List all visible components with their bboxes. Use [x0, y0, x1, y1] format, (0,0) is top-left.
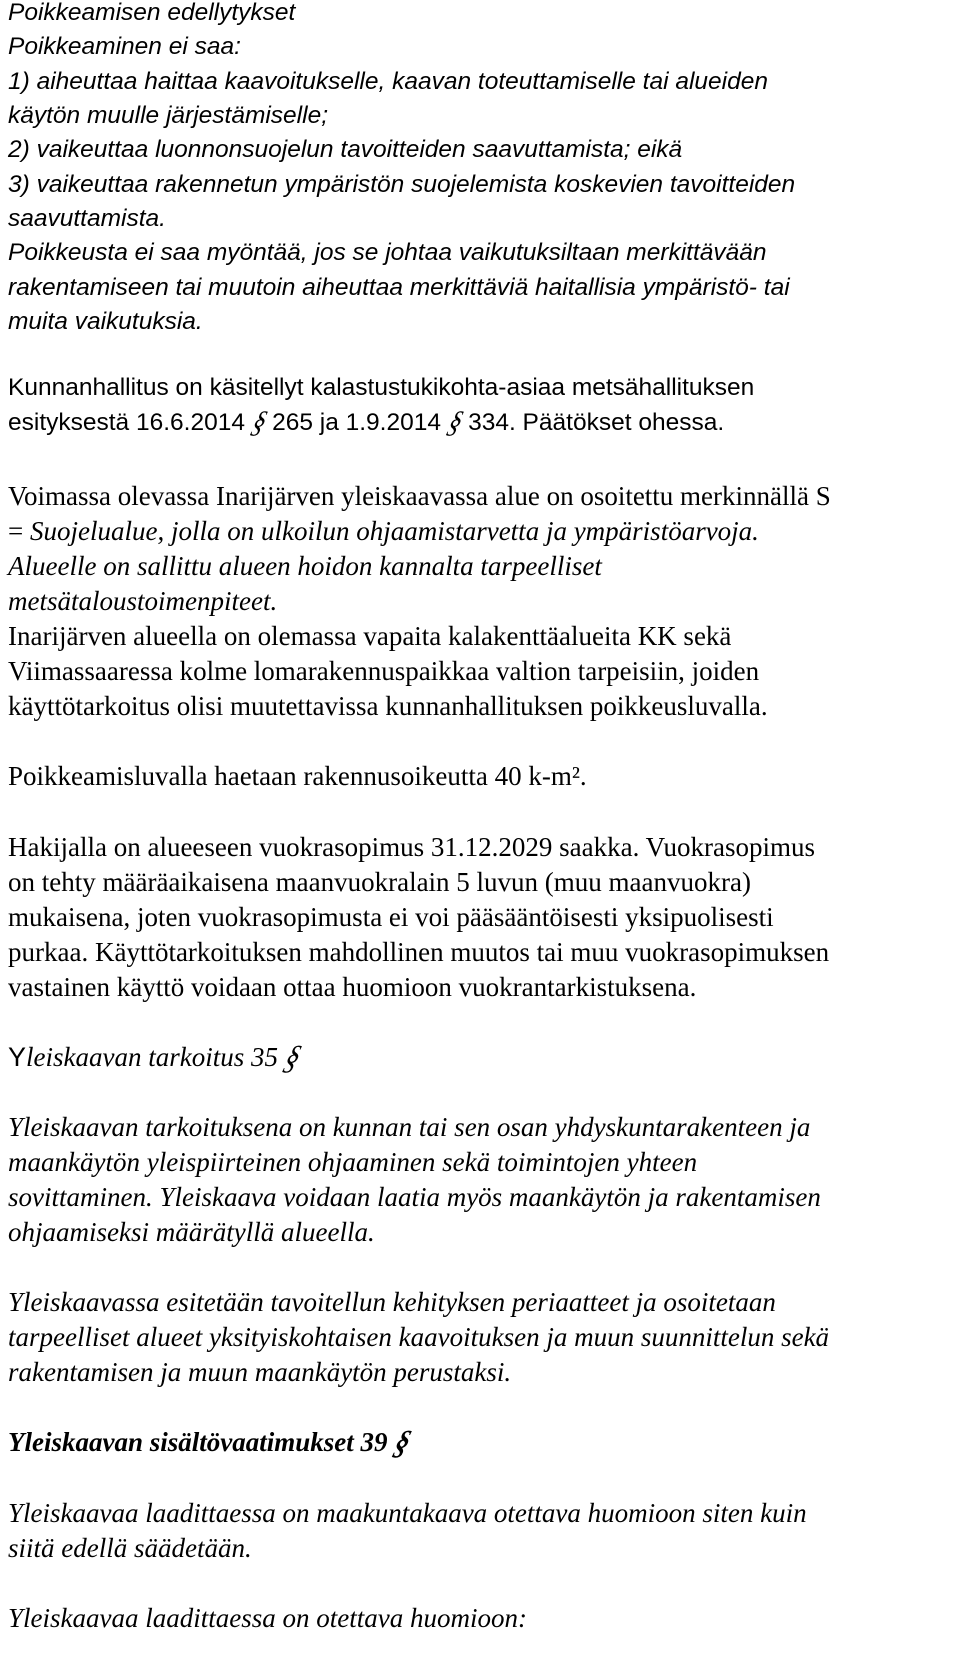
- heading-initial: Y: [8, 1042, 27, 1072]
- municipal-board-line-1: Kunnanhallitus on käsitellyt kalastustukikohta-asiaa metsähallituksen: [8, 374, 755, 401]
- subheading: Poikkeaminen ei saa:: [8, 33, 241, 60]
- principles-line-1: Yleiskaavassa esitetään tavoitellun kehityksen periaatteet ja osoitetaan: [8, 1287, 776, 1317]
- purpose-line-4: ohjaamiseksi määrätyllä alueella.: [8, 1217, 375, 1247]
- condition-3-line-2: saavuttamista.: [8, 205, 166, 232]
- master-plan-line-1: Voimassa olevassa Inarijärven yleiskaavassa alue on osoitettu merkinnällä S: [8, 481, 831, 511]
- lease-line-5: vastainen käyttö voidaan ottaa huomioon vuokrantarkistuksena.: [8, 972, 697, 1002]
- master-plan-purpose-heading: [8, 1038, 306, 1076]
- purpose-line-1: Yleiskaavan tarkoituksena on kunnan tai sen osan yhdyskuntarakenteen ja: [8, 1112, 811, 1142]
- purpose-line-2: maankäytön yleispiirteinen ohjaaminen sekä toimintojen yhteen: [8, 1147, 698, 1177]
- equals-sign: =: [8, 516, 30, 546]
- municipal-board-date-2: 265 ja 1.9.2014: [272, 409, 441, 436]
- exception-line-2: rakentamiseen tai muutoin aiheuttaa merkittäviä haitallisia ympäristö- tai: [8, 274, 790, 301]
- municipal-board-decisions: 334. Päätökset ohessa.: [468, 409, 725, 436]
- section-symbol: §: [389, 1423, 416, 1461]
- requirements-line-3: Yleiskaavaa laadittaessa on otettava huomioon:: [8, 1603, 527, 1633]
- protection-area-definition: Suojelualue, jolla on ulkoilun ohjaamistarvetta ja ympäristöarvoja.: [29, 516, 759, 546]
- condition-2: 2) vaikeuttaa luonnonsuojelun tavoitteiden saavuttamista; eikä: [8, 136, 683, 163]
- lease-line-3: mukaisena, joten vuokrasopimusta ei voi pääsääntöisesti yksipuolisesti: [8, 902, 774, 932]
- content-requirements-heading: [8, 1423, 416, 1461]
- condition-1-line-1: 1) aiheuttaa haittaa kaavoitukselle, kaavan toteuttamiselle tai alueiden: [8, 68, 768, 95]
- condition-3-line-1: 3) vaikeuttaa rakennetun ympäristön suojelemista koskevien tavoitteiden: [8, 171, 796, 198]
- building-rights: Poikkeamisluvalla haetaan rakennusoikeutta 40 k-m².: [8, 761, 587, 791]
- fishing-area-line-3: käyttötarkoitus olisi muutettavissa kunnanhallituksen poikkeusluvalla.: [8, 691, 768, 721]
- master-plan-line-4: metsätaloustoimenpiteet.: [8, 586, 278, 616]
- heading-rest: leiskaavan tarkoitus 35: [26, 1042, 278, 1072]
- master-plan-line-2: [8, 515, 759, 547]
- exception-line-3: muita vaikutuksia.: [8, 308, 203, 335]
- purpose-line-3: sovittaminen. Yleiskaava voidaan laatia myös maankäytön ja rakentamisen: [8, 1182, 821, 1212]
- fishing-area-line-1: Inarijärven alueella on olemassa vapaita kalakenttäalueita KK sekä: [8, 621, 732, 651]
- lease-line-1: Hakijalla on alueeseen vuokrasopimus 31.12.2029 saakka. Vuokrasopimus: [8, 832, 815, 862]
- requirements-line-2: siitä edellä säädetään.: [8, 1533, 252, 1563]
- municipal-board-line-2: [8, 405, 725, 440]
- exception-line-1: Poikkeusta ei saa myöntää, jos se johtaa vaikutuksiltaan merkittävään: [8, 239, 767, 266]
- section-symbol: §: [443, 405, 467, 440]
- lease-line-4: purkaa. Käyttötarkoituksen mahdollinen muutos tai muu vuokrasopimuksen: [8, 937, 830, 967]
- municipal-board-date-1: esityksestä 16.6.2014: [8, 409, 245, 436]
- fishing-area-line-2: Viimassaaressa kolme lomarakennuspaikkaa valtion tarpeisiin, joiden: [8, 656, 760, 686]
- lease-line-2: on tehty määräaikaisena maanvuokralain 5 luvun (muu maanvuokra): [8, 867, 751, 897]
- section-symbol: §: [247, 405, 271, 440]
- principles-line-2: tarpeelliset alueet yksityiskohtaisen kaavoituksen ja muun suunnittelun sekä: [8, 1322, 830, 1352]
- content-requirements-title: Yleiskaavan sisältövaatimukset 39: [8, 1427, 388, 1457]
- condition-1-line-2: käytön muulle järjestämiselle;: [8, 102, 328, 129]
- section-symbol: §: [279, 1038, 306, 1076]
- requirements-line-1: Yleiskaavaa laadittaessa on maakuntakaava otettava huomioon siten kuin: [8, 1498, 807, 1528]
- master-plan-line-3: Alueelle on sallittu alueen hoidon kannalta tarpeelliset: [8, 551, 602, 581]
- principles-line-3: rakentamisen ja muun maankäytön perustaksi.: [8, 1357, 512, 1387]
- section-heading: Poikkeamisen edellytykset: [8, 0, 296, 26]
